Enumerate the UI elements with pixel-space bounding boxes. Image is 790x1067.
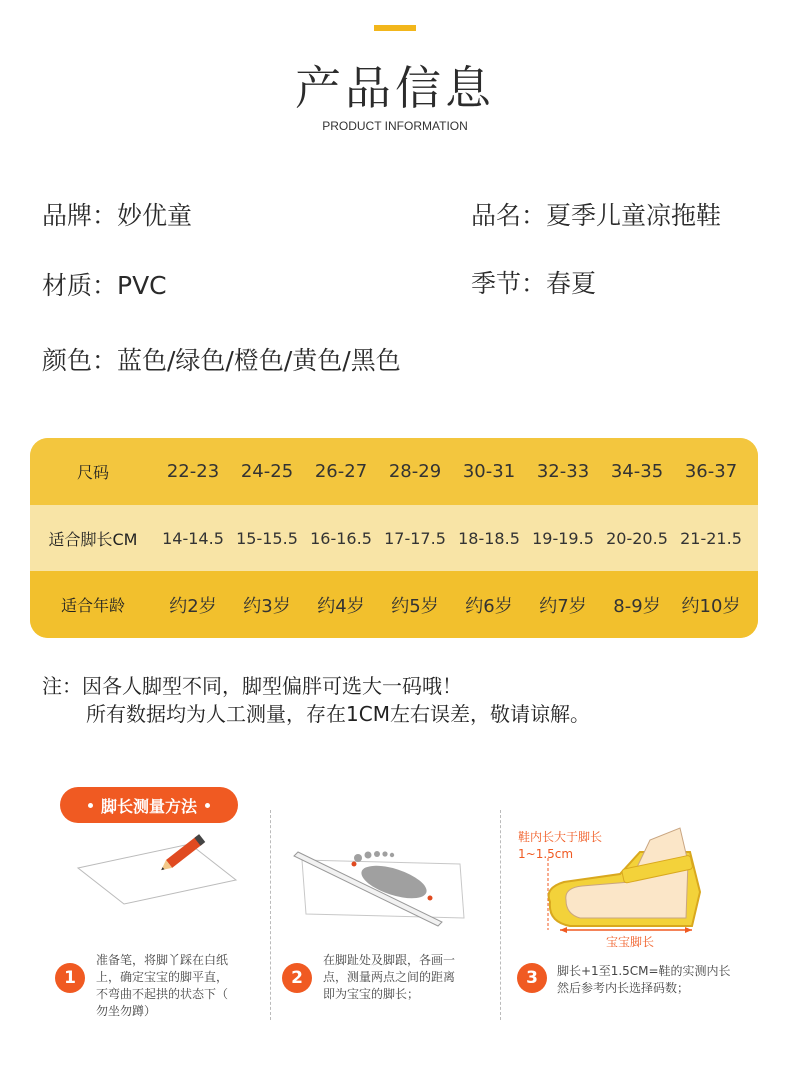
table-cell: 18-18.5 [458, 528, 520, 548]
table-cell: 20-20.5 [606, 528, 668, 548]
table-cell: 22-23 [166, 461, 220, 482]
table-cell: 约3岁 [243, 595, 291, 617]
divider [270, 810, 271, 1020]
table-cell: 约10岁 [681, 595, 741, 617]
step-text-line: 然后参考内长选择码数； [557, 981, 690, 995]
page-title: 产品信息 [295, 61, 495, 115]
row-header: 适合年龄 [60, 596, 125, 615]
table-cell: 15-15.5 [236, 528, 298, 548]
method-title: 脚长测量方法 [100, 796, 197, 816]
divider [500, 810, 501, 1020]
table-cell: 21-21.5 [680, 528, 742, 548]
dot-icon [205, 803, 210, 808]
step-text-line: 点，测量两点之间的距离 [323, 970, 456, 984]
product-name-info: 品名：夏季儿童凉拖鞋 [471, 201, 722, 230]
page-subtitle: PRODUCT INFORMATION [322, 119, 468, 133]
table-cell: 28-29 [388, 461, 442, 482]
step-text-line: 准备笔，将脚丫踩在白纸 [96, 953, 229, 967]
table-cell: 约2岁 [169, 595, 217, 617]
dot-icon [88, 803, 93, 808]
footprint-ruler-illustration [292, 840, 472, 925]
material-info: 材质：PVC [42, 271, 167, 300]
colors-info: 颜色：蓝色/绿色/橙色/黄色/黑色 [42, 346, 401, 375]
table-cell: 24-25 [240, 461, 294, 482]
step-number-1: 1 [55, 963, 85, 993]
brand-info: 品牌：妙优童 [42, 201, 193, 230]
note-line-1: 注：因各人脚型不同，脚型偏胖可选大一码哦！ [42, 674, 462, 698]
step-2-text [323, 952, 455, 1003]
table-row-foot-length [30, 505, 758, 571]
step-number-3: 3 [517, 963, 547, 993]
step-text-line: 不弯曲不起拱的状态下（ [96, 987, 229, 1001]
table-cell: 8-9岁 [613, 595, 661, 617]
step-text-line: 勿坐勿蹲） [96, 1004, 157, 1018]
step-3-text [557, 963, 731, 997]
step-number-2: 2 [282, 963, 312, 993]
step-text-line: 脚长+1至1.5CM=鞋的实测内长 [557, 964, 731, 978]
table-cell: 约5岁 [391, 595, 439, 617]
row-header: 尺码 [76, 463, 109, 482]
note-line-2: 所有数据均为人工测量，存在1CM左右误差，敬请谅解。 [86, 702, 590, 726]
accent-bar [374, 25, 416, 31]
shoe-inner-length-value: 1~1.5cm [518, 847, 574, 861]
method-title-badge [60, 787, 238, 823]
table-row-age [30, 571, 758, 638]
step-text-line: 在脚趾处及脚跟，各画一 [323, 953, 456, 967]
season-info: 季节：春夏 [471, 269, 597, 298]
table-row-size [30, 438, 758, 505]
table-cell: 约4岁 [317, 595, 365, 617]
step-text-line: 上，确定宝宝的脚平直， [96, 970, 229, 984]
table-cell: 30-31 [462, 461, 516, 482]
table-cell: 26-27 [314, 461, 368, 482]
row-header: 适合脚长CM [48, 529, 138, 549]
table-cell: 约6岁 [465, 595, 513, 617]
step-text-line: 即为宝宝的脚长； [323, 987, 420, 1001]
foot-length-label: 宝宝脚长 [603, 934, 657, 951]
note [42, 672, 590, 728]
table-cell: 32-33 [536, 461, 590, 482]
step-1-text [96, 952, 228, 1020]
table-cell: 36-37 [684, 461, 738, 482]
paper-pencil-illustration [78, 840, 238, 910]
size-table [30, 438, 758, 638]
shoe-foot-illustration [540, 822, 710, 932]
table-cell: 19-19.5 [532, 528, 594, 548]
table-cell: 34-35 [610, 461, 664, 482]
table-cell: 14-14.5 [162, 528, 224, 548]
table-cell: 17-17.5 [384, 528, 446, 548]
table-cell: 16-16.5 [310, 528, 372, 548]
shoe-inner-length-label: 鞋内长大于脚长 [518, 830, 603, 844]
table-cell: 约7岁 [539, 595, 587, 617]
